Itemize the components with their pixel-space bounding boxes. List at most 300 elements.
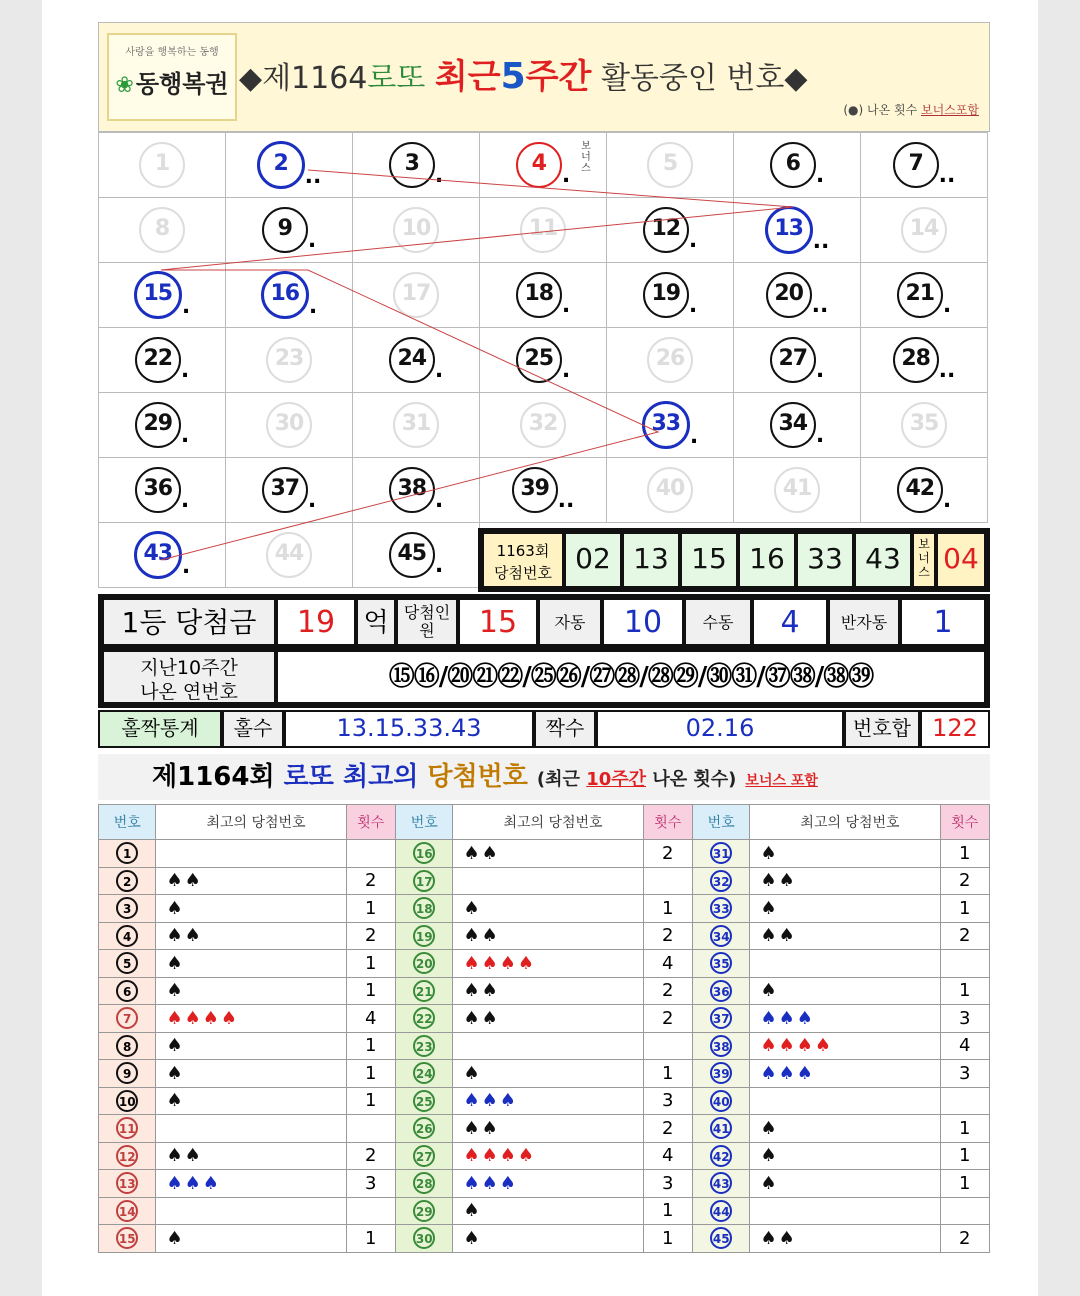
grid-cell: [226, 328, 353, 393]
appearance-dots: .: [815, 358, 825, 383]
frequency-marks: ♠♠: [166, 870, 203, 892]
number-ball: 23: [266, 337, 312, 383]
number-label: 14: [116, 1200, 138, 1222]
count-cell: 1: [346, 1032, 395, 1060]
count-cell: 2: [643, 1115, 692, 1143]
even-numbers: 02.16: [596, 710, 844, 748]
prize-row: 1등 당첨금 19 억 당첨인원 15 자동 10 수동 4 반자동 1: [98, 594, 990, 650]
grid-cell: [861, 458, 988, 523]
grid-cell: [734, 133, 861, 198]
frequency-marks: ♠♠: [760, 1227, 797, 1249]
frequency-marks: ♠: [463, 1062, 482, 1084]
table-row: [99, 1087, 990, 1115]
number-label: 11: [116, 1117, 138, 1139]
page-title: ◆제1164로또 최근5주간 활동중인 번호◆: [239, 56, 808, 97]
number-ball: 19: [643, 272, 689, 318]
number-ball: 5: [647, 142, 693, 188]
winners-count: 15: [458, 598, 538, 646]
count-cell: 2: [346, 1142, 395, 1170]
frequency-marks: ♠: [760, 1145, 779, 1167]
number-label: 44: [710, 1200, 732, 1222]
number-ball: 3: [389, 142, 435, 188]
frequency-table: 번호 최고의 당첨번호 횟수 번호 최고의 당첨번호 횟수 번호 최고의 당첨번호 횟수 1 16 ♠♠ 2 31 ♠ 1 2 ♠♠ 2 17 32 ♠♠ 2 3 ♠ 1 18 ♠ 1 33 ♠ 1 4 ♠♠ 2 19 ♠♠ 2 34 ♠♠ 2 5 ♠ 1 20 ♠♠♠♠ 4 35 6 ♠ 1 21 ♠♠ 2 36 ♠ 1 7 ♠♠♠♠ 4 22 ♠♠ 2 37 ♠♠♠ 3 8 ♠ 1 23 38 ♠♠♠♠ 4 9 ♠ 1 24 ♠ 1 39 ♠♠♠ 3 10 ♠ 1 25 ♠♠♠ 3 40 11 26 ♠♠ 2 41 ♠ 1 12 ♠♠ 2 27 ♠♠♠♠ 4 42 ♠ 1 13 ♠♠♠ 3 28 ♠♠♠ 3 43 ♠ 1 14 29 ♠ 1 44 15 ♠ 1 30 ♠ 1 45 ♠♠ 2: [98, 804, 990, 1253]
grid-cell: [353, 393, 480, 458]
count-cell: [346, 1115, 395, 1143]
count-cell: 4: [643, 1142, 692, 1170]
number-ball: 12: [643, 207, 689, 253]
count-cell: 3: [346, 1170, 395, 1198]
number-ball: 33: [642, 401, 690, 449]
appearance-dots: ..: [304, 164, 322, 189]
page: [42, 0, 1038, 1296]
appearance-dots: .: [307, 228, 317, 253]
number-ball: 39: [512, 467, 558, 513]
grid-cell: [99, 263, 226, 328]
grid-cell: [226, 198, 353, 263]
previous-winning-numbers: 1163회 당첨번호 02 13 15 16 33 43 보너스 04: [478, 528, 990, 592]
number-label: 30: [413, 1227, 435, 1249]
number-ball: 20: [766, 272, 812, 318]
number-ball: 31: [393, 402, 439, 448]
table-row: [99, 1197, 990, 1225]
logo-name: 동행복권: [135, 70, 229, 98]
count-cell: 4: [643, 950, 692, 978]
grid-cell: [480, 133, 607, 198]
number-ball: 4: [516, 142, 562, 188]
grid-cell: [99, 393, 226, 458]
number-label: 35: [710, 952, 732, 974]
grid-cell: [861, 328, 988, 393]
number-ball: 1: [139, 142, 185, 188]
number-ball: 7: [893, 142, 939, 188]
number-label: 15: [116, 1227, 138, 1249]
frequency-marks: ♠: [166, 952, 185, 974]
grid-cell: [226, 523, 353, 588]
table-row: [99, 1115, 990, 1143]
count-cell: 1: [346, 950, 395, 978]
semi-auto-count: 1: [900, 598, 986, 646]
count-cell: [346, 840, 395, 868]
number-label: 1: [116, 842, 138, 864]
grid-cell: [353, 523, 480, 588]
number-ball: 11: [520, 207, 566, 253]
number-label: 22: [413, 1007, 435, 1029]
number-ball: 2: [257, 141, 305, 189]
number-label: 18: [413, 897, 435, 919]
number-label: 31: [710, 842, 732, 864]
table-row: [99, 1032, 990, 1060]
count-cell: 2: [643, 977, 692, 1005]
frequency-marks: ♠♠♠: [760, 1007, 815, 1029]
grid-cell: [99, 328, 226, 393]
number-label: 12: [116, 1145, 138, 1167]
frequency-marks: ♠: [166, 1062, 185, 1084]
lotto-sheet: [98, 22, 990, 1272]
appearance-dots: .: [561, 358, 571, 383]
number-label: 13: [116, 1172, 138, 1194]
number-label: 25: [413, 1090, 435, 1112]
number-label: 27: [413, 1145, 435, 1167]
number-ball: 38: [389, 467, 435, 513]
table-row: [99, 977, 990, 1005]
number-ball: 15: [134, 271, 182, 319]
count-cell: 3: [940, 1060, 989, 1088]
grid-cell: [861, 198, 988, 263]
count-cell: 1: [346, 1060, 395, 1088]
frequency-marks: ♠: [760, 980, 779, 1002]
table-row: [99, 1170, 990, 1198]
count-cell: [940, 950, 989, 978]
count-cell: 1: [643, 1060, 692, 1088]
count-cell: 1: [346, 1225, 395, 1253]
number-ball: 43: [134, 531, 182, 579]
grid-row: [99, 198, 988, 263]
grid-cell: [480, 198, 607, 263]
prev-number: 33: [796, 532, 854, 588]
grid-cell: [226, 263, 353, 328]
number-label: 2: [116, 870, 138, 892]
count-cell: 2: [940, 922, 989, 950]
frequency-marks: ♠♠: [463, 842, 500, 864]
count-cell: 1: [346, 977, 395, 1005]
prev-number: 02: [564, 532, 622, 588]
appearance-dots: .: [942, 293, 952, 318]
number-ball: 35: [901, 402, 947, 448]
number-ball: 8: [139, 207, 185, 253]
prev-number: 16: [738, 532, 796, 588]
appearance-dots: .: [561, 293, 571, 318]
frequency-marks: ♠: [166, 1035, 185, 1057]
appearance-dots: .: [181, 294, 191, 319]
table-row: [99, 1225, 990, 1253]
number-label: 16: [413, 842, 435, 864]
number-label: 3: [116, 897, 138, 919]
number-label: 38: [710, 1035, 732, 1057]
count-cell: 1: [940, 1115, 989, 1143]
number-sum: 122: [920, 710, 990, 748]
number-ball: 27: [770, 337, 816, 383]
number-label: 43: [710, 1172, 732, 1194]
appearance-dots: .: [815, 163, 825, 188]
number-ball: 30: [266, 402, 312, 448]
count-cell: 2: [346, 922, 395, 950]
appearance-dots: .: [181, 554, 191, 579]
table-row: [99, 922, 990, 950]
frequency-marks: ♠♠: [463, 925, 500, 947]
number-label: 4: [116, 925, 138, 947]
frequency-marks: ♠: [463, 1200, 482, 1222]
number-ball: 41: [774, 467, 820, 513]
grid-cell: [353, 263, 480, 328]
count-cell: [643, 867, 692, 895]
appearance-dots: .: [180, 423, 190, 448]
appearance-dots: .: [180, 488, 190, 513]
grid-cell: [353, 328, 480, 393]
clover-icon: ❀: [115, 73, 134, 98]
number-ball: 34: [770, 402, 816, 448]
count-cell: 2: [643, 840, 692, 868]
count-cell: 1: [940, 840, 989, 868]
grid-cell: [226, 393, 353, 458]
number-label: 32: [710, 870, 732, 892]
appearance-dots: .: [815, 423, 825, 448]
number-ball: 9: [262, 207, 308, 253]
count-cell: 1: [940, 1170, 989, 1198]
table-row: [99, 867, 990, 895]
number-ball: 26: [647, 337, 693, 383]
best-title: 제1164회 로또 최고의 당첨번호 (최근 10주간 나온 횟수) 보너스 포함: [98, 754, 990, 800]
consecutive-row: 지난10주간 나온 연번호 ⑮⑯/⑳㉑㉒/㉕㉖/㉗㉘/㉘㉙/㉚㉛/㊲㊳/㊳㊴: [98, 650, 990, 708]
count-cell: 2: [643, 922, 692, 950]
number-label: 24: [413, 1062, 435, 1084]
number-label: 29: [413, 1200, 435, 1222]
frequency-marks: ♠: [166, 897, 185, 919]
grid-cell: [607, 458, 734, 523]
count-cell: 1: [643, 1225, 692, 1253]
odd-numbers: 13.15.33.43: [284, 710, 534, 748]
count-cell: 1: [643, 895, 692, 923]
prev-number: 43: [854, 532, 912, 588]
count-cell: 1: [940, 1142, 989, 1170]
frequency-marks: ♠♠: [166, 1145, 203, 1167]
appearance-dots: .: [307, 488, 317, 513]
logo-subtitle: 사랑을 행복하는 동행: [125, 47, 219, 58]
grid-cell: [734, 198, 861, 263]
frequency-marks: ♠♠♠♠: [166, 1007, 240, 1029]
number-ball: 40: [647, 467, 693, 513]
number-ball: 44: [266, 532, 312, 578]
number-label: 6: [116, 980, 138, 1002]
grid-cell: [353, 458, 480, 523]
count-cell: 1: [346, 1087, 395, 1115]
grid-cell: [734, 263, 861, 328]
grid-row: [99, 133, 988, 198]
count-cell: 2: [940, 867, 989, 895]
frequency-marks: ♠♠♠: [760, 1062, 815, 1084]
prev-number: 13: [622, 532, 680, 588]
number-grid: [98, 132, 988, 588]
number-label: 28: [413, 1172, 435, 1194]
frequency-marks: ♠♠: [760, 925, 797, 947]
number-label: 10: [116, 1090, 138, 1112]
table-row: [99, 1060, 990, 1088]
number-label: 5: [116, 952, 138, 974]
bonus-label: 보너스: [912, 532, 936, 588]
appearance-dots: ..: [811, 293, 829, 318]
grid-cell: [99, 523, 226, 588]
number-label: 20: [413, 952, 435, 974]
odd-even-row: 홀짝통계 홀수 13.15.33.43 짝수 02.16 번호합 122: [98, 710, 990, 748]
appearance-dots: .: [434, 488, 444, 513]
grid-cell: [480, 393, 607, 458]
appearance-dots: .: [434, 163, 444, 188]
count-cell: 1: [940, 895, 989, 923]
grid-cell: [734, 393, 861, 458]
manual-count: 4: [752, 598, 828, 646]
grid-cell: [480, 458, 607, 523]
grid-cell: [226, 458, 353, 523]
number-label: 42: [710, 1145, 732, 1167]
appearance-dots: ..: [938, 358, 956, 383]
grid-cell: [607, 393, 734, 458]
table-row: [99, 1005, 990, 1033]
frequency-marks: ♠: [463, 1227, 482, 1249]
frequency-marks: ♠♠♠: [463, 1090, 518, 1112]
bonus-number: 04: [936, 532, 986, 588]
frequency-marks: ♠: [463, 897, 482, 919]
appearance-dots: ..: [812, 229, 830, 254]
grid-cell: [734, 458, 861, 523]
grid-cell: [861, 263, 988, 328]
appearance-dots: .: [308, 294, 318, 319]
number-label: 41: [710, 1117, 732, 1139]
number-label: 40: [710, 1090, 732, 1112]
number-label: 26: [413, 1117, 435, 1139]
appearance-dots: .: [688, 293, 698, 318]
frequency-marks: ♠: [760, 842, 779, 864]
grid-cell: [861, 133, 988, 198]
number-label: 37: [710, 1007, 732, 1029]
count-cell: 3: [643, 1170, 692, 1198]
number-ball: 17: [393, 272, 439, 318]
grid-cell: [861, 393, 988, 458]
appearance-dots: ..: [557, 488, 575, 513]
table-row: [99, 895, 990, 923]
appearance-dots: ..: [938, 163, 956, 188]
frequency-marks: ♠♠: [760, 870, 797, 892]
prize-amount: 19: [276, 598, 356, 646]
grid-cell: [607, 133, 734, 198]
count-cell: [643, 1032, 692, 1060]
number-label: 19: [413, 925, 435, 947]
number-label: 45: [710, 1227, 732, 1249]
frequency-marks: ♠♠♠♠: [463, 952, 536, 974]
grid-row: [99, 458, 988, 523]
table-row: [99, 950, 990, 978]
frequency-marks: ♠♠♠♠: [760, 1035, 833, 1057]
appearance-dots: .: [434, 358, 444, 383]
frequency-marks: ♠: [760, 1117, 779, 1139]
table-row: [99, 840, 990, 868]
grid-cell: [607, 263, 734, 328]
count-cell: 4: [940, 1032, 989, 1060]
appearance-dots: .: [434, 553, 444, 578]
number-ball: 18: [516, 272, 562, 318]
frequency-marks: ♠: [166, 1227, 185, 1249]
grid-cell: [480, 263, 607, 328]
prev-number: 15: [680, 532, 738, 588]
number-ball: 36: [135, 467, 181, 513]
logo: [107, 33, 237, 121]
grid-row: [99, 393, 988, 458]
number-ball: 32: [520, 402, 566, 448]
number-label: 33: [710, 897, 732, 919]
legend-note: (●) 나온 횟수 보너스포함: [843, 103, 979, 117]
number-label: 34: [710, 925, 732, 947]
appearance-dots: .: [180, 358, 190, 383]
grid-cell: [99, 133, 226, 198]
grid-cell: [226, 133, 353, 198]
grid-cell: [353, 198, 480, 263]
frequency-marks: ♠: [166, 1090, 185, 1112]
frequency-marks: ♠♠: [166, 925, 203, 947]
number-label: 23: [413, 1035, 435, 1057]
grid-row: [99, 263, 988, 328]
number-ball: 37: [262, 467, 308, 513]
frequency-marks: ♠: [166, 980, 185, 1002]
number-ball: 14: [901, 207, 947, 253]
frequency-marks: ♠♠: [463, 1007, 500, 1029]
count-cell: [940, 1087, 989, 1115]
frequency-marks: ♠♠: [463, 980, 500, 1002]
number-label: 39: [710, 1062, 732, 1084]
number-ball: 13: [765, 206, 813, 254]
count-cell: 3: [940, 1005, 989, 1033]
appearance-dots: .: [689, 424, 699, 449]
number-ball: 28: [893, 337, 939, 383]
count-cell: 1: [643, 1197, 692, 1225]
count-cell: 1: [940, 977, 989, 1005]
number-label: 7: [116, 1007, 138, 1029]
grid-cell: [99, 198, 226, 263]
number-ball: 45: [389, 532, 435, 578]
bonus-tag: 보너스: [581, 141, 591, 174]
frequency-marks: ♠: [760, 897, 779, 919]
number-ball: 10: [393, 207, 439, 253]
grid-cell: [480, 328, 607, 393]
number-label: 36: [710, 980, 732, 1002]
grid-cell: [607, 328, 734, 393]
number-ball: 29: [135, 402, 181, 448]
frequency-marks: ♠♠: [463, 1117, 500, 1139]
auto-count: 10: [602, 598, 684, 646]
count-cell: 2: [346, 867, 395, 895]
number-ball: 25: [516, 337, 562, 383]
number-ball: 6: [770, 142, 816, 188]
appearance-dots: .: [942, 488, 952, 513]
number-ball: 16: [261, 271, 309, 319]
count-cell: [346, 1197, 395, 1225]
count-cell: 4: [346, 1005, 395, 1033]
count-cell: 2: [940, 1225, 989, 1253]
consecutive-numbers: ⑮⑯/⑳㉑㉒/㉕㉖/㉗㉘/㉘㉙/㉚㉛/㊲㊳/㊳㊴: [276, 650, 986, 704]
grid-row: [99, 328, 988, 393]
frequency-marks: ♠♠♠♠: [463, 1145, 536, 1167]
number-ball: 42: [897, 467, 943, 513]
header: [98, 22, 990, 132]
grid-cell: [607, 198, 734, 263]
count-cell: [940, 1197, 989, 1225]
number-label: 9: [116, 1062, 138, 1084]
number-ball: 21: [897, 272, 943, 318]
number-label: 21: [413, 980, 435, 1002]
appearance-dots: .: [688, 228, 698, 253]
count-cell: 1: [346, 895, 395, 923]
number-label: 8: [116, 1035, 138, 1057]
frequency-marks: ♠♠♠: [166, 1172, 221, 1194]
count-cell: 2: [643, 1005, 692, 1033]
table-row: [99, 1142, 990, 1170]
count-cell: 3: [643, 1087, 692, 1115]
frequency-marks: ♠♠♠: [463, 1172, 518, 1194]
number-ball: 22: [135, 337, 181, 383]
frequency-marks: ♠: [760, 1172, 779, 1194]
number-ball: 24: [389, 337, 435, 383]
grid-cell: [99, 458, 226, 523]
number-label: 17: [413, 870, 435, 892]
grid-cell: [734, 328, 861, 393]
grid-cell: [353, 133, 480, 198]
